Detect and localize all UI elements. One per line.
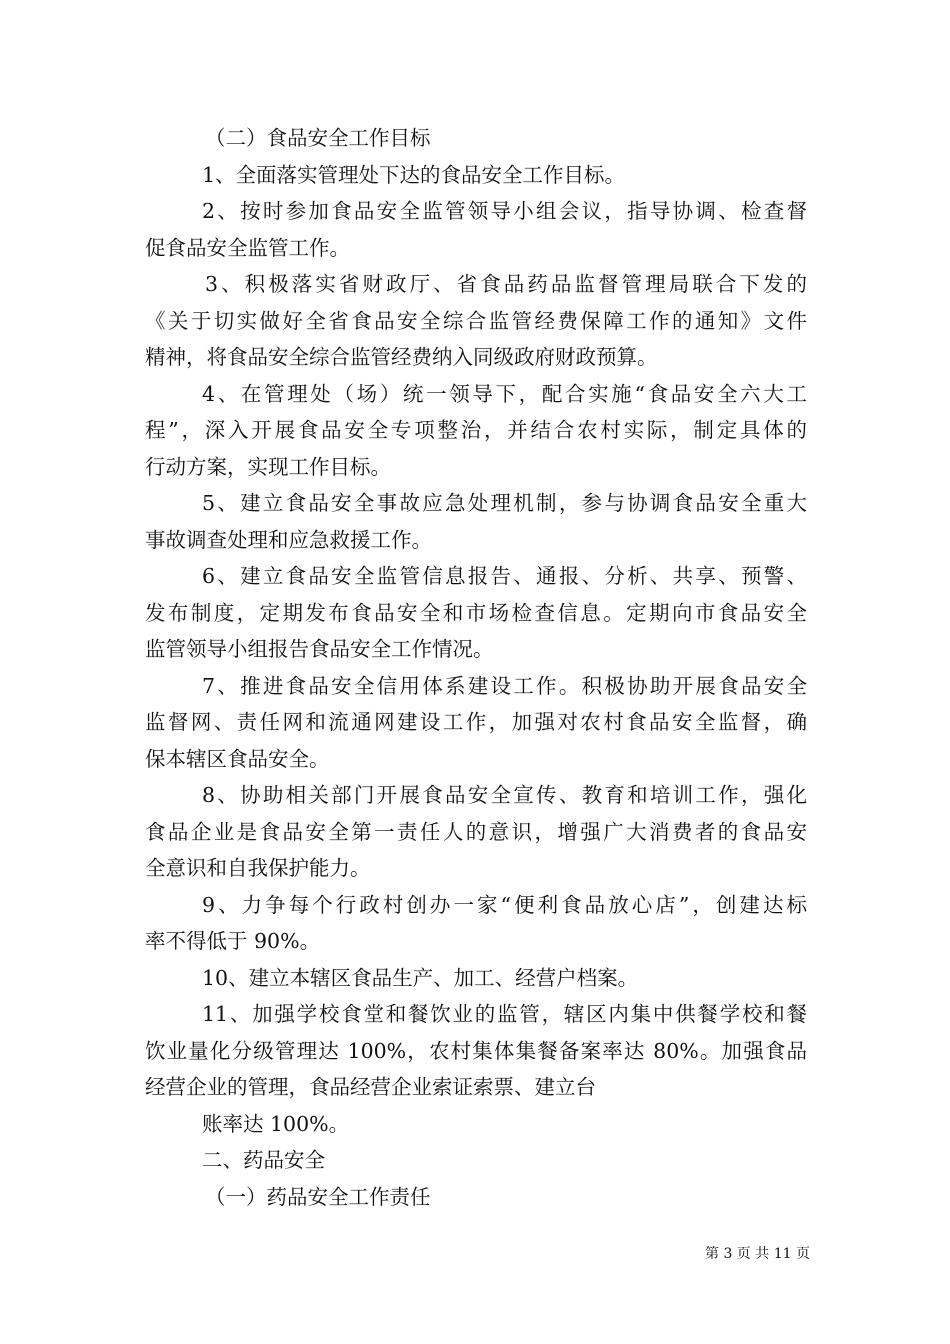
paragraph-line: 11、加强学校食堂和餐饮业的监管，辖区内集中供餐学校和餐 [202, 1002, 807, 1026]
paragraph-line: 精神，将食品安全综合监管经费纳入同级政府财政预算。 [145, 345, 658, 369]
paragraph-line: 经营企业的管理，食品经营企业索证索票、建立台 [145, 1075, 596, 1099]
section-heading: （一）药品安全工作责任 [205, 1185, 431, 1209]
paragraph-line: 促食品安全监管工作。 [145, 236, 350, 260]
paragraph-line: 保本辖区食品安全。 [145, 747, 330, 771]
paragraph-line: 9、力争每个行政村创办一家“便利食品放心店”，创建达标 [202, 893, 807, 917]
paragraph-line: 7、推进食品安全信用体系建设工作。积极协助开展食品安全 [202, 674, 807, 698]
paragraph-line: 账率达 100%。 [202, 1112, 350, 1136]
paragraph-line: 饮业量化分级管理达 100%，农村集体集餐备案率达 80%。加强食品 [145, 1039, 807, 1063]
paragraph-line: 3、积极落实省财政厅、省食品药品监督管理局联合下发的 [205, 272, 807, 296]
paragraph-line: 监管领导小组报告食品安全工作情况。 [145, 637, 494, 661]
paragraph-line: 率不得低于 90%。 [145, 929, 321, 953]
paragraph-line: 4、在管理处（场）统一领导下，配合实施“食品安全六大工 [202, 382, 807, 406]
paragraph-line: 6、建立食品安全监管信息报告、通报、分析、共享、预警、 [202, 564, 807, 588]
paragraph-line: 发布制度，定期发布食品安全和市场检查信息。定期向市食品安全 [145, 601, 807, 625]
paragraph-line: 事故调查处理和应急救援工作。 [145, 528, 432, 552]
paragraph-line: 监督网、责任网和流通网建设工作，加强对农村食品安全监督，确 [145, 710, 807, 734]
paragraph-line: 5、建立食品安全事故应急处理机制，参与协调食品安全重大 [202, 491, 807, 515]
page-number-footer: 第 3 页 共 11 页 [705, 1246, 810, 1262]
paragraph-line: 10、建立本辖区食品生产、加工、经营户档案。 [202, 966, 639, 990]
paragraph-line: 1、全面落实管理处下达的食品安全工作目标。 [202, 163, 626, 187]
paragraph-line: 全意识和自我保护能力。 [145, 856, 371, 880]
paragraph-line: 食品企业是食品安全第一责任人的意识，增强广大消费者的食品安 [145, 820, 807, 844]
paragraph-line: 8、协助相关部门开展食品安全宣传、教育和培训工作，强化 [202, 783, 807, 807]
paragraph-line: 《关于切实做好全省食品安全综合监管经费保障工作的通知》文件 [145, 309, 807, 333]
paragraph-line: 程”，深入开展食品安全专项整治，并结合农村实际，制定具体的 [145, 418, 807, 442]
section-heading: 二、药品安全 [202, 1148, 325, 1172]
paragraph-line: 2、按时参加食品安全监管领导小组会议，指导协调、检查督 [202, 199, 807, 223]
section-heading: （二）食品安全工作目标 [205, 126, 431, 150]
paragraph-line: 行动方案，实现工作目标。 [145, 455, 391, 479]
